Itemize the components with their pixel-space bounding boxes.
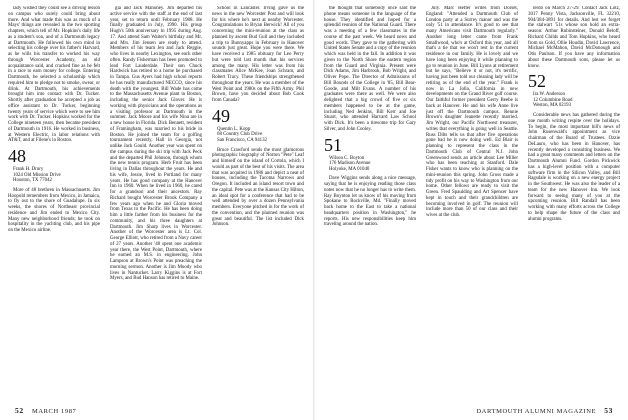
class-secretary-city: Weston, MA 02193 <box>533 103 572 109</box>
class-secretary-name: Frank H. Drury <box>13 167 44 172</box>
column-text: Bruce Crawford sends the most glamorous photographic biography of Norton "Pete" Leaf and himself on the island of Cortola, which I would as part of the best of his visits. The area that was acquired in 1986 and depict a neat of houses, including the Tacoma Narrows and Oregon. It included an island resort town and the capital. Pete was at the Kansas City Hilton, an ideal spot for a conference that had to be well attended by over a dozen Pennsylvania members. Everyone pitched in for the work of the convention, and the planned reunion was great and beautiful. The list included Dick Johnson. <box>212 147 304 228</box>
class-number-heading: 48 <box>8 146 26 166</box>
right-column-1 <box>324 6 416 404</box>
class-secretary-street: 1024 Old Mission Drive <box>13 172 61 178</box>
class-secretary-city: San Francisco, CA 94132 <box>217 137 267 143</box>
column-text: More of 48 brethren in Massachusetts. Jim Hoopold remembers from Mexico, in Jamaica, to fly out to the shore of Guadalupe. In six weeks, the shores of Northeast provincial residence and Jim ended to Mexico City. Many new neighborhood friends; he took on hospitality in the yachting club, and his pipe on the Mexico airline. <box>8 187 100 234</box>
class-secretary-street: 176 Madison Avenue <box>329 161 371 167</box>
page-number: 53 <box>604 406 613 415</box>
column-text: School in Lancaster. Irving gave us the news in the new Worcester Post and will look for his where he's next at nearby Worcester. Congratulations to Bryan Berwick! All of you concerning the mini-reunion at the class as planned by ascent Bud Gull and they included a trip to Bunnyapps in February in Hanover sounds just great. Hope you were there. We have received a 1985 obituary for Leo Perry but were told last month that his services among the many. His letter was from his classmates Alice McKee, Joan Schram, and Robert Tracy. These friendships strengthened throughout the years. He was a member of the West Point and 1980s on the Fifth Army. Phil Brown, have you decided about Bob Cook from Canada? <box>212 6 304 103</box>
right-column-2 <box>426 6 518 404</box>
class-number-heading: 49 <box>212 105 230 126</box>
left-column-2 <box>110 6 202 404</box>
class-secretary-city: Houston, TX 77042 <box>13 178 52 184</box>
class-secretary-name: Ira W. Anderson <box>533 92 565 98</box>
column-text: lady wished they could see a driving lesson on campus who surely could bring about more. And what made this was as much of a Mays' things are revealed in the two sporting chapters, which tell of Mr. Hopkins's daily life as a student's son, and of a Dartmouth legacy at Dartmouth. He followed his own mind in selecting his college over his father's Harvard, as he wills his transfer to worked his way through Worcester Academy, an old acquaintance said, and cracked fine as he felt in a race to earn money for college. Entering Dartmouth, he selected a scholarship which required him to pledge not to smoke, swear, or drink. At Dartmouth, his achievements brought him into contact with Dr. Tucker. Shortly after graduation he accepted a job as office assistant to Dr. Tucker, beginning twenty years of service which were to see him work with Dr. Tucker. Hopkins worked for the College nineteen years, then became president of Dartmouth in 1916. He worked in business, at Western Electric, in labor relations with AT&T, and at Filene's in Boston. <box>8 6 100 144</box>
column-text: gia and Jack Mahoney. Jim departed his active service with the staff at the end of last year, set to return until February 1988. He finally graduated in July, 1990. His group Hugh's 50th anniversary in 1995 during Aug. 17. And attend Sam Waiter's birthday and Mr. and Mrs. Jim Jensen are ready to attend. Members of his team Jen and Jack Reggie, who lives in nearby Lexington, see each other often. Randy Fisherman has been promoted to lead Fort Lauderdale. Their son Chuck Hardwick has retired to a home he purchased in Tampa. Gus Ayers had high school reports he has really manufactured NECCO, since his death with the youngest. Bill Wade has come to the Massachusetts Avenue plant in Boston, including the senior Jack Glover. He is working with physicians and the operations as a visiting professor at Dartmouth in the summer. Jack Moore and his wife Nina are in a new house in Florida. Dick Bennett, resident of Framingham, was married to his bride in Boston. He joined the team for a golfing tournament recently, Hall in Georgia, not unlike Jack Gould. Another year was spent on the campus during the ski trip with Jack Peck and the departed Phil Johnson, through whom the new tennis program. Herb Fruit has been living in Dallas throughout the years. He and his wife, Jessie, lived in Portland for many years. He has good company at the Hanover Inn in 1960. When he lived in 1960, he cared for a grandson and their ancestors. Ray Richard bought Worcester Brook Company a few years ago when he and Gloria moved from Texas to the Pacific. He has been doing him a little farther from his business for the community, and his three daughters at Dartmouth. Jim Sharp lives in Worcester. Another of the Worcester area is Lt. Col. George Elliott, who retired from a Navy career of 27 years. Another '48 spent one academic year there, the West Point, Dartmouth, where he earned an M.S. in engineering. John Lampson at Brown's Point was preaching the morning sermon. Another is Jim Moody who lives in Nantucket. Larry Kiggins is at Fort Myers, and Bud Hanson has retired to Maine. <box>110 6 202 282</box>
left-page-footer <box>9 406 76 415</box>
class-secretary-city: Holyoke, MA 01040 <box>329 166 370 172</box>
column-text: July. Marc Hefter writes from Dorset, England: "Attended a Dartmouth Club of London party at a Surrey manor and was the only '51 in attendance. It's good to see that many Americans visit Dartmouth regularly." Another long letter came from Frank Smallwood, who's at Oxford this year, and all that's a tie that we won't rest in the current residence in our family. He is lovely and we have long been enjoying it while planning to go to reunion in June. Bill Lyons at retirement but he says, "Believe it or not, it's terrific, having just been told our cleaning lady will be retiring as of the end of the year." Frank is now in La Jolla, California in new developments on the Grand River golf course. Our faithful former president Gerry Beebe is back at Hanover. He and his wife Anne live just off the Dartmouth campus. Rennie Brown's daughter Jeanette recently married. Jim Wright, our Pacific Northwest treasurer, writes that everything is going well in Seattle. Russ Dilts tells us that after five operations gone bad he is now doing well. Ed Blair is planning to represent the class in the Dartmouth Club of Central N.J. John Greenwood sends an article about Lee Miller who has been teaching at Stanford. Dale Fisher wants to know who is planning on the mini-reunion this spring. John Gross made a tidy profit on his way to Washington from our home. Other fellows are ready to visit the Green. Fred Spaulding and Art Spencer have kept in touch and their grandchildren are becoming involved in golf. The reunion will include more than 50 of our class and their wives at the club. <box>426 6 518 218</box>
left-column-1 <box>8 6 100 404</box>
right-column-3 <box>528 6 620 404</box>
class-secretary-name: Wilson C. Boyton <box>329 155 365 161</box>
column-text: Considerable news has gathered during the one month writing respite over the holidays. To begin, the most important bill's news of John Rosenwald's appointment as vice chairman of the Board of Trustees. Ozzie DeLauro, who has been in Hanover, has recently developed a consulting business. We had a great many comments and letters on the Dartmouth Alumni Fund. Gordon Pickwick has a high-level position with a computer software firm in the Silicon Valley, and Bill Ragsdale is working on a new energy project in the Southwest. He was also the leader of a team for the new Hanover Inn. We look forward to seeing many of you at the upcoming reunion. Bill Randall has been working with many efforts across the College to help shape the future of the class and alumni programs. <box>528 113 620 222</box>
page-number: 52 <box>15 406 24 415</box>
class-number-heading: 51 <box>324 134 342 155</box>
column-text: lerdo on March 27-29. Contact Jack Lotz, 3017 Penny Vista, Jacksonville, FL 32210, 904/384-3891 for details. And lest we forget the stalwart '51s whose son hold an extra-season: Arthur Rubinsteiner, Donald Beloff, Richard Childs and Tom Hopkins, who heard from us Gold, Ollie Houdin, David Lawrence, Michael McMahon, David McDonough and Otis Paulson. If you have any information about these Dartmouth sons, please let us know. <box>528 6 620 69</box>
class-number-heading: 52 <box>528 71 546 92</box>
class-secretary-name: Quentin L. Kopp <box>217 126 251 132</box>
column-text: the thought that somebody once said the phone means someone in the language of the house. They identified and hoped for a splendid reunion of the National Guard. There was a meeting of a few classmates in the course of the past week. We heard news and good words. They gave to the gathering with United States Senate and a copy of the reunion which was held in the fall. In addition it was given to the North Shore the eastern region from the Guard and Virginia. Present were Dick Adams, Jim Harbrook, Bob Wright, and Oliver Pope. The Director of Admissions of Bill Bounds of the College in '85, Bill Bear-Goode, and Milt Evans. A number of his graduates were there as well. We were also delighted that a big crowd of five or six members happened to be at the game, including Ned Jenkins, Bill Kerr and Joe Stuart, who attended Harvard Law School with Dick. It's been a tiresome trip for Gary Silver, and John Cooley. <box>324 6 416 132</box>
issue-date: MARCH 1987 <box>31 408 77 415</box>
magazine-name: DARTMOUTH ALUMNI MAGAZINE <box>476 408 597 415</box>
class-secretary-street: 12 Columbine Road <box>533 97 573 103</box>
right-page-footer <box>476 406 619 415</box>
class-secretary-street: 68 Country Club Drive <box>217 132 263 138</box>
column-text: Dave Wiggins sends along a nice message, saying that he is enjoying reading those class notes now that he no longer has to write them. Ray Boynton let us know of his moving from Spokane to Rockville, Md. "Finally moved back home to the East to take a national headquarters position in Washington," he reports. His new responsibilities keep him traveling around the nation. <box>324 176 416 228</box>
left-column-3 <box>212 6 304 404</box>
page-gutter <box>313 0 315 420</box>
